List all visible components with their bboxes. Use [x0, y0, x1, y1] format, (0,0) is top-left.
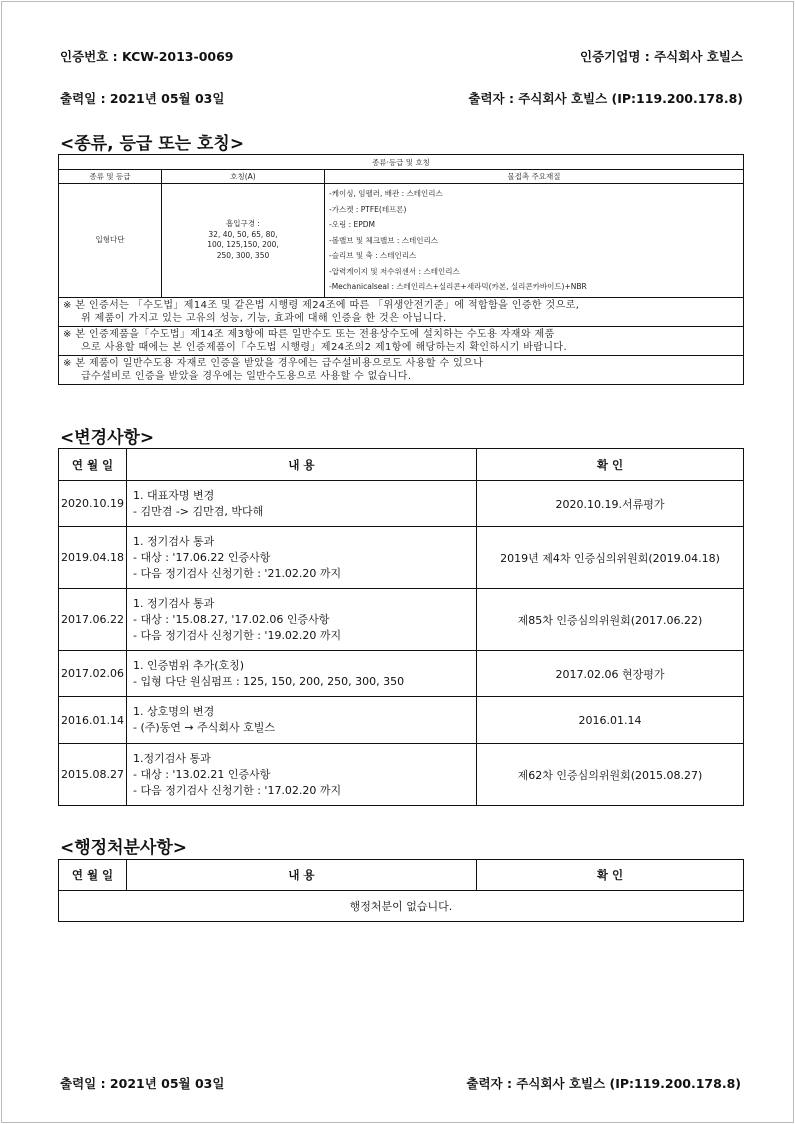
- row-content: [127, 527, 477, 589]
- material-item: -압력게이지 및 저수위센서 : 스테인리스: [329, 266, 460, 276]
- header-date: 연 월 일: [59, 449, 127, 481]
- notice-line: 급수설비로 인증을 받았을 경우에는 일반수도용으로 사용할 수 없습니다.: [81, 370, 412, 382]
- content-line: 1. 인증범위 추가(호칭): [133, 658, 245, 672]
- header-confirm: 확 인: [477, 449, 744, 481]
- admin-section-title: <행정처분사항>: [60, 838, 188, 858]
- notice-line: 으로 사용할 때에는 본 인증제품이「수도법 시행령」제24조의2 제1항에 해당하는지 확인하시기 바랍니다.: [81, 341, 568, 353]
- content-line: 1. 정기검사 통과: [133, 596, 215, 610]
- changes-table: [58, 448, 744, 806]
- table-row: [59, 651, 744, 697]
- notice-line: ※ 본 인증서는 「수도법」제14조 및 같은법 시행령 제24조에 따른 「위생안전기준」에 적합함을 인증한 것으로,: [63, 299, 580, 311]
- content-line: - 다음 정기검사 신청기한 : '17.02.20 까지: [133, 783, 342, 797]
- material-item: -케이싱, 임펠러, 배관 : 스테인리스: [329, 189, 443, 198]
- notice-3: [59, 355, 744, 384]
- header-content: 내 용: [127, 449, 477, 481]
- content-line: 1. 정기검사 통과: [133, 534, 215, 548]
- row-date: 2019.04.18: [59, 527, 127, 589]
- notice-line: ※ 본 제품이 일반수도용 자재로 인증을 받았을 경우에는 급수설비용으로도 사용할 수 있으나: [63, 357, 484, 369]
- company-name: 인증기업명 : 주식회사 호빌스: [580, 49, 743, 64]
- row-date: 2017.02.06: [59, 651, 127, 697]
- row-date: 2020.10.19: [59, 481, 127, 527]
- row-confirm: 2016.01.14: [477, 697, 744, 744]
- footer-printer-info: 출력자 : 주식회사 호빌스 (IP:119.200.178.8): [466, 1076, 741, 1091]
- name-line: 흡입구경 :: [226, 219, 260, 229]
- col-name: 호칭(A): [162, 170, 325, 184]
- col-material: 물접촉 주요재질: [325, 170, 744, 184]
- printer-info: 출력자 : 주식회사 호빌스 (IP:119.200.178.8): [468, 91, 743, 106]
- row-date: 2017.06.22: [59, 589, 127, 651]
- footer-print-date: 출력일 : 2021년 05월 03일: [60, 1076, 225, 1091]
- content-line: - 대상 : '15.08.27, '17.02.06 인증사항: [133, 612, 330, 626]
- table-row: [59, 481, 744, 527]
- col-kind: 종류 및 등급: [59, 170, 162, 184]
- notice-2: [59, 326, 744, 355]
- kind-cell: 입형다단: [59, 184, 162, 298]
- name-line: 32, 40, 50, 65, 80,: [208, 229, 278, 239]
- table-row: [59, 697, 744, 744]
- table-row: [59, 744, 744, 806]
- row-content: [127, 481, 477, 527]
- types-section-title: <종류, 등급 또는 호칭>: [60, 134, 245, 154]
- row-content: [127, 589, 477, 651]
- notice-line: 위 제품이 가지고 있는 고유의 성능, 기능, 효과에 대해 인증을 한 것은 아닙니다.: [81, 312, 447, 324]
- content-line: - (주)동연 → 주식회사 호빌스: [133, 721, 276, 734]
- types-table: [58, 154, 744, 385]
- header-date: 연 월 일: [59, 860, 127, 891]
- content-line: 1.정기검사 통과: [133, 751, 211, 765]
- material-item: -슬리브 및 축 : 스테인리스: [329, 251, 417, 260]
- material-cell: [325, 184, 744, 298]
- row-confirm: 제85차 인증심의위원회(2017.06.22): [477, 589, 744, 651]
- header-confirm: 확 인: [477, 860, 744, 891]
- print-date: 출력일 : 2021년 05월 03일: [60, 91, 225, 106]
- material-item: -볼밸브 및 체크밸브 : 스테인리스: [329, 235, 438, 245]
- row-content: [127, 744, 477, 806]
- name-cell: [162, 184, 325, 298]
- content-line: - 다음 정기검사 신청기한 : '19.02.20 까지: [133, 628, 342, 642]
- row-date: 2015.08.27: [59, 744, 127, 806]
- row-content: [127, 697, 477, 744]
- content-line: - 김만겸 -> 김만겸, 박다해: [133, 504, 264, 518]
- content-line: - 대상 : '13.02.21 인증사항: [133, 767, 271, 781]
- row-date: 2016.01.14: [59, 697, 127, 744]
- table-row: [59, 527, 744, 589]
- content-line: - 대상 : '17.06.22 인증사항: [133, 550, 271, 564]
- admin-table: [58, 859, 744, 922]
- types-caption: 종류·등급 및 호칭: [59, 155, 744, 170]
- table-row: [59, 589, 744, 651]
- row-content: [127, 651, 477, 697]
- material-item: -오링 : EPDM: [329, 220, 375, 229]
- content-line: 1. 상호명의 변경: [133, 705, 215, 718]
- header-content: 내 용: [127, 860, 477, 891]
- content-line: - 다음 정기검사 신청기한 : '21.02.20 까지: [133, 566, 342, 580]
- content-line: - 입형 다단 원심펌프 : 125, 150, 200, 250, 300, 350: [133, 674, 405, 688]
- row-confirm: 2017.02.06 현장평가: [477, 651, 744, 697]
- row-confirm: 2020.10.19.서류평가: [477, 481, 744, 527]
- cert-number: 인증번호 : KCW-2013-0069: [60, 49, 234, 64]
- row-confirm: 제62차 인증심의위원회(2015.08.27): [477, 744, 744, 806]
- name-line: 100, 125,150, 200,: [207, 240, 279, 250]
- material-item: -Mechanicalseal : 스테인리스+실리콘+세라믹(카본, 실리콘카바이드)+NBR: [329, 282, 587, 291]
- admin-empty-message: 행정처분이 없습니다.: [59, 891, 744, 922]
- notice-line: ※ 본 인증제품을「수도법」제14조 제3항에 따른 일반수도 또는 전용상수도에 설치하는 수도용 자재와 제품: [63, 328, 555, 340]
- changes-section-title: <변경사항>: [60, 428, 155, 448]
- notice-1: [59, 297, 744, 326]
- name-line: 250, 300, 350: [216, 250, 270, 260]
- row-confirm: 2019년 제4차 인증심의위원회(2019.04.18): [477, 527, 744, 589]
- content-line: 1. 대표자명 변경: [133, 488, 215, 502]
- material-item: -가스켓 : PTFE(테프론): [329, 204, 407, 214]
